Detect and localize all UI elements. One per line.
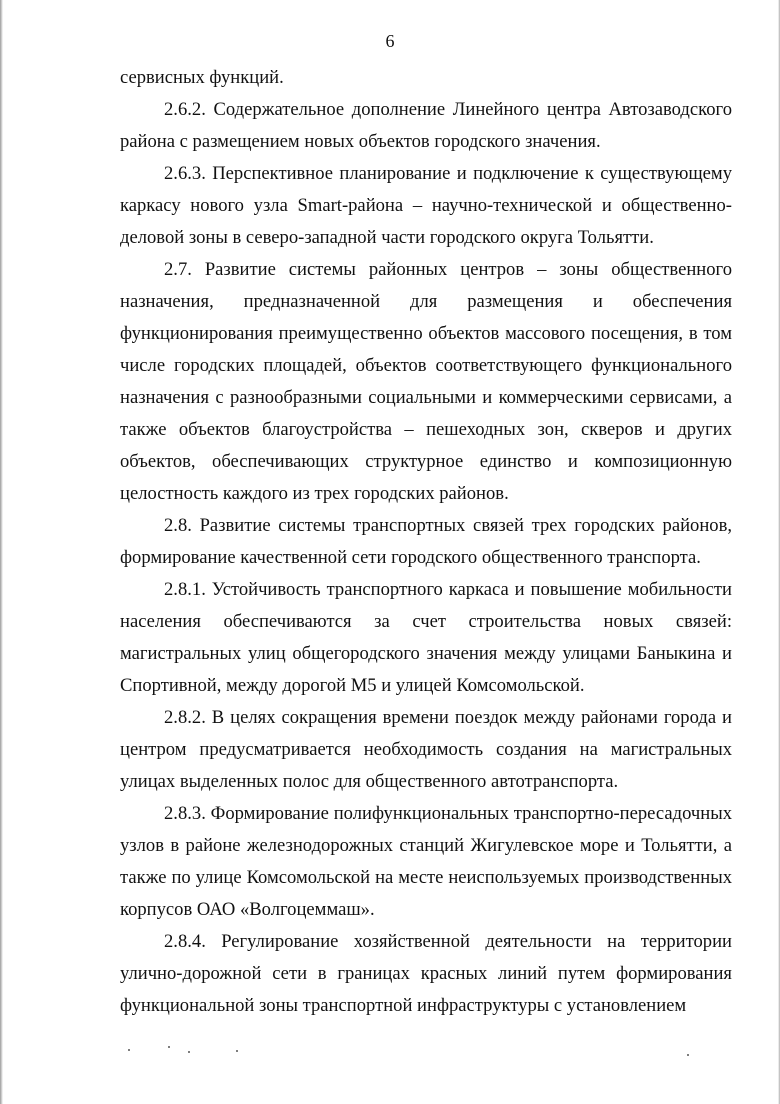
scan-edge-left	[0, 0, 3, 1104]
paragraph-2-8: 2.8. Развитие системы транспортных связей трех городских районов, формирование качественной сети городского общественного транспорта.	[120, 515, 732, 568]
paragraph-2-8-2: 2.8.2. В целях сокращения времени поездок между районами города и центром предусматривается необходимость создания на магистральных улицах выделенных полос для общественного автотранспорта.	[120, 707, 732, 792]
scan-speck	[168, 1046, 170, 1048]
paragraph-2-6-3: 2.6.3. Перспективное планирование и подключение к существующему каркасу нового узла Smart-района – научно-технической и общественно-деловой зоны в северо-западной части городского округа Тольятти.	[120, 163, 732, 248]
page-number: 6	[385, 31, 395, 51]
paragraph-2-8-3: 2.8.3. Формирование полифункциональных транспортно-пересадочных узлов в районе железнодорожных станций Жигулевское море и Тольятти, а также по улице Комсомольской на месте неиспользуемых производственных корпусов ОАО «Волгоцеммаш».	[120, 803, 732, 920]
scan-speck	[128, 1049, 130, 1051]
paragraph-continuation: сервисных функций.	[120, 67, 284, 88]
paragraph-2-6-2: 2.6.2. Содержательное дополнение Линейного центра Автозаводского района с размещением новых объектов городского значения.	[120, 99, 732, 152]
document-body	[120, 62, 732, 1022]
paragraph-2-7: 2.7. Развитие системы районных центров – зоны общественного назначения, предназначенной для размещения и обеспечения функционирования преимущественно объектов массового посещения, в том числе городских площадей, объектов соответствующего функционального назначения с разнообразными социальными и коммерческими сервисами, а также объектов благоустройства – пешеходных зон, скверов и других объектов, обеспечивающих структурное единство и композиционную целостность каждого из трех городских районов.	[120, 259, 732, 504]
paragraph-2-8-1: 2.8.1. Устойчивость транспортного каркаса и повышение мобильности населения обеспечиваются за счет строительства новых связей: магистральных улиц общегородского значения между улицами Баныкина и Спортивной, между дорогой М5 и улицей Комсомольской.	[120, 579, 732, 696]
paragraph-2-8-4: 2.8.4. Регулирование хозяйственной деятельности на территории улично-дорожной сети в границах красных линий путем формирования функциональной зоны транспортной инфраструктуры с установлением	[120, 931, 732, 1016]
scan-speck	[236, 1050, 238, 1052]
scan-speck	[687, 1054, 689, 1056]
scan-speck	[188, 1051, 190, 1053]
